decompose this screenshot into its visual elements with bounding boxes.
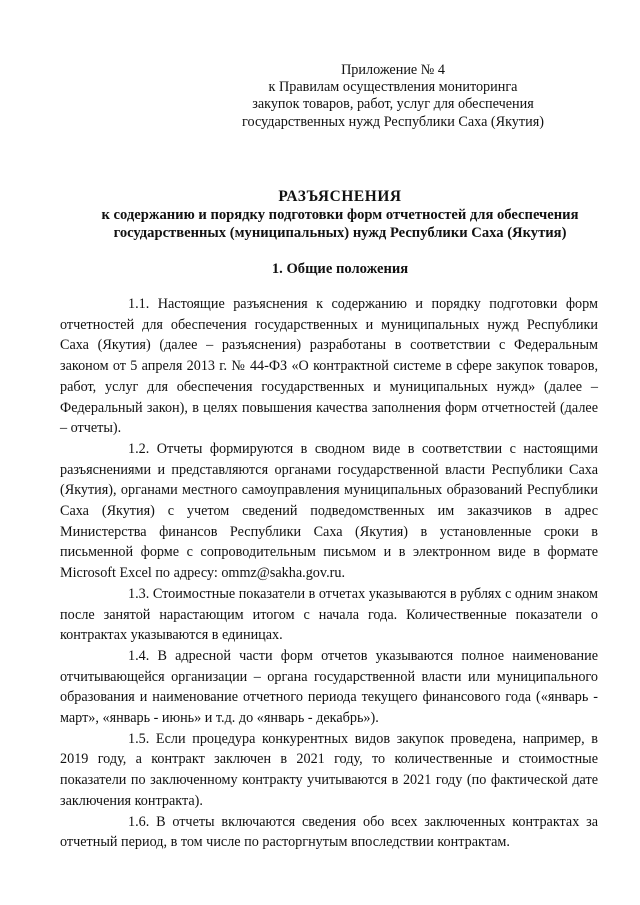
appendix-reference-line: государственных нужд Республики Саха (Якутия) <box>242 113 544 130</box>
paragraph-1-6: 1.6. В отчеты включаются сведения обо всех заключенных контрактах за отчетный период, в том числе по расторгнутым впоследствии контрактам. <box>60 813 598 851</box>
appendix-number: Приложение № 4 <box>341 62 445 78</box>
paragraph-1-3: 1.3. Стоимостные показатели в отчетах указываются в рублях с одним знаком после занятой нарастающим итогом с начала года. Количественные показатели о контрактах указываются в единицах. <box>60 585 598 644</box>
section-heading: 1. Общие положения <box>271 261 409 277</box>
appendix-reference-line: закупок товаров, работ, услуг для обеспечения <box>252 96 534 113</box>
paragraph-1-1: 1.1. Настоящие разъяснения к содержанию и порядку подготовки форм отчетностей для обеспечения государственных и муниципальных нужд Республики Саха (Якутия) (далее – разъяснения) разработаны в соответствии с Федеральным законом от 5 апреля 2013 г. № 44-ФЗ «О контрактной системе в сфере закупок товаров, работ, услуг для обеспечения государственных и муниципальных нужд» (далее – Федеральный закон), в целях повышения качества заполнения форм отчетностей (далее – отчеты). <box>60 296 598 437</box>
paragraph-1-2: 1.2. Отчеты формируются в сводном виде в соответствии с настоящими разъяснениями и представляются органами государственной власти Республики Саха (Якутия), органами местного самоуправления муниципальных образований Республики Саха (Якутия) с учетом сведений подведомственных им заказчиков в адрес Министерства финансов Республики Саха (Якутия) в установленные сроки в письменной форме с сопроводительным письмом и в электронном виде в формате Microsoft Excel по адресу: ommz@sakha.gov.ru. <box>60 440 598 582</box>
paragraph-1-5: 1.5. Если процедура конкурентных видов закупок проведена, например, в 2019 году, а контракт заключен в 2021 году, то количественные и стоимостные показатели по заключенному контракту учитываются в 2021 году (по фактической дате заключения контракта). <box>60 730 598 809</box>
document-title-block <box>60 188 620 242</box>
appendix-header <box>220 62 566 131</box>
paragraph-1-4: 1.4. В адресной части форм отчетов указываются полное наименование отчитывающейся организации – органа государственной власти или муниципального образования и наименование отчетного периода текущего финансового года («январь - март», «январь - июнь» и т.д. до «январь - декабрь»). <box>60 647 598 727</box>
document-subtitle: государственных (муниципальных) нужд Республики Саха (Якутия) <box>113 225 567 241</box>
appendix-reference-line: к Правилам осуществления мониторинга <box>268 79 518 96</box>
document-subtitle: к содержанию и порядку подготовки форм отчетностей для обеспечения <box>101 207 579 223</box>
document-title: РАЗЪЯСНЕНИЯ <box>278 188 402 205</box>
section-body <box>60 294 598 853</box>
